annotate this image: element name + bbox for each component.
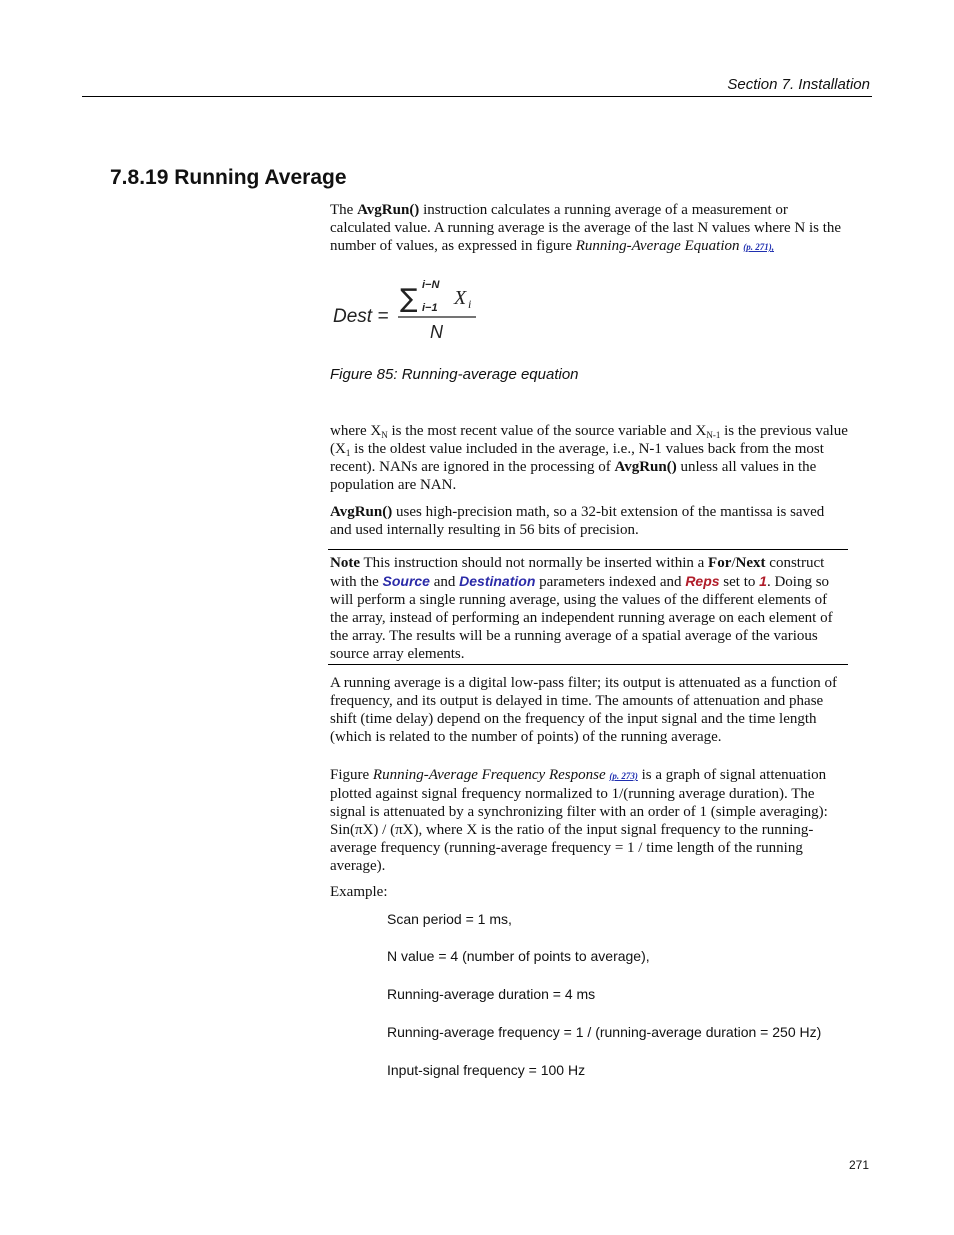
summation-term-subscript: i	[468, 297, 472, 311]
text: is the oldest value included in the average, i.e., N-1 values back from the most recent). NANs are ignored in the processing of	[330, 441, 824, 475]
parameter-reps: Reps	[685, 573, 720, 589]
subscript: N	[381, 430, 388, 440]
text: This instruction should not normally be inserted within a	[360, 555, 709, 571]
page-link[interactable]: (p. 271)	[743, 242, 772, 252]
instruction-name: AvgRun()	[330, 504, 393, 520]
text: parameters indexed and	[535, 574, 686, 590]
text: uses high-precision math, so a 32-bit extension of the mantissa is saved and used internally resulting in 56 bits of precision.	[330, 504, 825, 538]
keyword-next: Next	[735, 555, 766, 571]
example-line: Scan period = 1 ms,	[387, 911, 512, 927]
text: /	[731, 555, 736, 571]
text: construct with the	[330, 555, 825, 590]
text: where X	[330, 423, 382, 439]
text: unless all values in the population are NAN.	[330, 459, 817, 493]
example-line: Running-average frequency = 1 / (running-average duration = 250 Hz)	[387, 1024, 822, 1040]
figure-reference: Running-Average Frequency Response	[372, 767, 606, 783]
page-number: 271	[848, 1158, 869, 1172]
example-line: Input-signal frequency = 100 Hz	[387, 1062, 586, 1078]
text: set to	[719, 574, 760, 590]
parameter-destination: Destination	[459, 573, 536, 589]
text: . Doing so will perform a single running average, using the values of the different elements of the array, instead of performing an independent running average on each element of the array. The results will be a running average of a spatial average of the various source array elements.	[330, 574, 833, 662]
keyword-for: For	[708, 555, 732, 571]
subscript: N-1	[706, 430, 721, 440]
figure-caption: Figure 85: Running-average equation	[330, 366, 579, 383]
example-line: N value = 4 (number of points to average),	[387, 948, 650, 964]
section-heading: 7.8.19 Running Average	[110, 166, 347, 189]
note-label: Note	[330, 555, 360, 571]
note-box	[328, 549, 848, 665]
sum-upper-limit: i−N	[422, 279, 440, 291]
precision-paragraph	[330, 503, 848, 539]
page-link[interactable]: (p. 273)	[609, 771, 638, 781]
running-average-equation	[330, 275, 496, 355]
parameter-value-one: 1	[759, 573, 767, 589]
text: The	[330, 202, 358, 218]
frequency-response-paragraph	[330, 766, 848, 875]
parameter-source: Source	[382, 573, 430, 589]
equation-lhs: Dest =	[333, 306, 389, 327]
text: is the most recent value of the source variable and X	[387, 423, 707, 439]
text: Figure	[330, 767, 373, 783]
summation-term: X	[454, 287, 467, 309]
example-line: Running-average duration = 4 ms	[387, 986, 596, 1002]
figure-reference: Running-Average Equation	[575, 238, 740, 254]
lowpass-paragraph: A running average is a digital low-pass filter; its output is attenuated as a function of frequency, and its output is delayed in time. The amounts of attenuation and phase shift (time delay) depend on the frequency of the input signal and the time length (which is related to the number of points) of the running average.	[330, 675, 837, 745]
intro-paragraph	[330, 201, 848, 256]
text: is the previous value (X	[330, 423, 848, 457]
where-paragraph	[330, 422, 848, 494]
example-label: Example:	[330, 884, 388, 900]
running-header: Section 7. Installation	[727, 76, 870, 93]
header-rule	[82, 96, 872, 97]
text: and	[429, 574, 460, 590]
instruction-name: AvgRun()	[357, 202, 420, 218]
note-paragraph	[330, 554, 848, 663]
text: instruction calculates a running average of a measurement or calculated value. A running average is the average of the last N values where N is the number of values, as expressed in figure	[330, 202, 842, 254]
equation-denominator: N	[430, 322, 443, 342]
sum-lower-limit: i−1	[422, 302, 438, 314]
text: is a graph of signal attenuation plotted against signal frequency normalized to 1/(running average duration). The signal is attenuated by a synchronizing filter with an order of 1 (simple averaging): Sin(πX) / (πX), where X is the ratio of the input signal frequency to the running-average frequency (running-average frequency = 1 / time length of the running average).	[330, 767, 828, 874]
sigma-icon: ∑	[400, 284, 418, 314]
instruction-name: AvgRun()	[614, 459, 677, 475]
subscript: 1	[345, 448, 351, 458]
text: ,	[771, 242, 774, 252]
